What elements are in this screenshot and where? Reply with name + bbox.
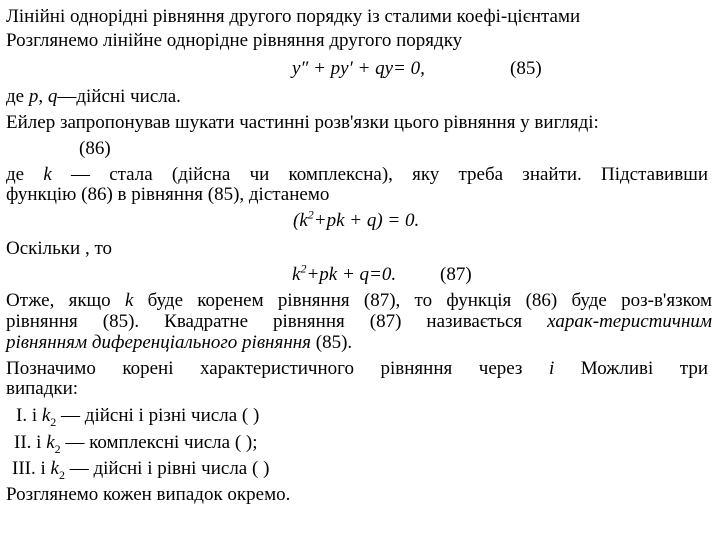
paragraph-intro: Розглянемо лінійне однорідне рівняння другого порядку — [6, 30, 463, 51]
equation-text: y″ + py′ + qy= 0, — [292, 58, 425, 79]
subscript: 2 — [50, 414, 57, 429]
text: буде коренем рівняння (87), то функція (86) буде роз-в'язком — [133, 290, 713, 311]
italic-term: харак-теристичним — [547, 311, 712, 332]
var-i: і — [548, 358, 555, 379]
text: (k — [293, 210, 308, 231]
subscript: 2 — [54, 441, 61, 456]
text: (85). — [311, 332, 353, 353]
superscript: 2 — [300, 261, 307, 276]
paragraph-substitution-line1 — [6, 164, 708, 186]
text: —дійсні числа. — [57, 86, 181, 107]
case-number: III. — [12, 458, 36, 479]
var-k: k — [46, 432, 55, 453]
text: k — [292, 264, 301, 285]
text: — дійсні і різні числа ( ) — [56, 405, 260, 426]
equation-86-number: (86) — [79, 138, 111, 159]
var-k: k — [50, 458, 59, 479]
paragraph-roots-line2: випадки: — [6, 378, 79, 399]
text: і — [31, 405, 42, 426]
text: Отже, якщо — [6, 290, 125, 311]
italic-term: рівнянням диференціального рівняння — [6, 332, 312, 353]
case-item — [12, 458, 269, 480]
equation-85 — [292, 58, 425, 80]
text: +pk + q=0. — [306, 264, 397, 285]
paragraph-root-line3 — [6, 332, 352, 354]
paragraph-substitution-line2: функцію (86) в рівняння (85), дістанемо — [6, 184, 330, 205]
text: — дійсні і рівні числа ( ) — [64, 458, 270, 479]
paragraph-pq — [6, 86, 181, 108]
var-k: k — [43, 164, 52, 185]
text: і — [40, 458, 51, 479]
text: де — [6, 164, 44, 185]
equation-85-number: (85) — [510, 58, 542, 79]
case-item — [14, 432, 258, 454]
var-k: k — [41, 405, 51, 426]
paragraph-closing: Розглянемо кожен випадок окремо. — [6, 484, 291, 505]
superscript: 2 — [307, 207, 314, 222]
text: +pk + q) = 0. — [313, 210, 420, 231]
paragraph-roots-line1 — [6, 358, 708, 380]
text: рівняння (85). Квадратне рівняння (87) називається — [6, 311, 548, 332]
heading: Лінійні однорідні рівняння другого порядку із сталими коефі-цієнтами — [6, 6, 581, 27]
case-item — [16, 405, 259, 427]
text: , — [38, 86, 48, 107]
text: де — [6, 86, 29, 107]
var-p: p — [28, 86, 39, 107]
case-number: I. — [16, 405, 28, 426]
subscript: 2 — [58, 467, 65, 482]
var-k: k — [124, 290, 134, 311]
paragraph-since: Оскільки , то — [6, 238, 113, 259]
text: — комплексні числа ( ); — [60, 432, 258, 453]
paragraph-root-line1 — [6, 290, 712, 312]
text: і — [36, 432, 47, 453]
paragraph-root-line2 — [6, 311, 712, 333]
characteristic-equation-1 — [293, 207, 420, 232]
case-number: II. — [14, 432, 32, 453]
var-q: q — [47, 86, 58, 107]
equation-87 — [292, 261, 397, 286]
equation-87-number: (87) — [440, 264, 472, 285]
text: Позначимо корені характеристичного рівняння через — [6, 358, 523, 379]
paragraph-euler: Ейлер запропонував шукати частинні розв'язки цього рівняння у вигляді: — [6, 112, 599, 133]
text: — стала (дійсна чи комплексна), яку треба знайти. Підставивши — [51, 164, 708, 185]
text: Можливі три — [580, 358, 708, 379]
